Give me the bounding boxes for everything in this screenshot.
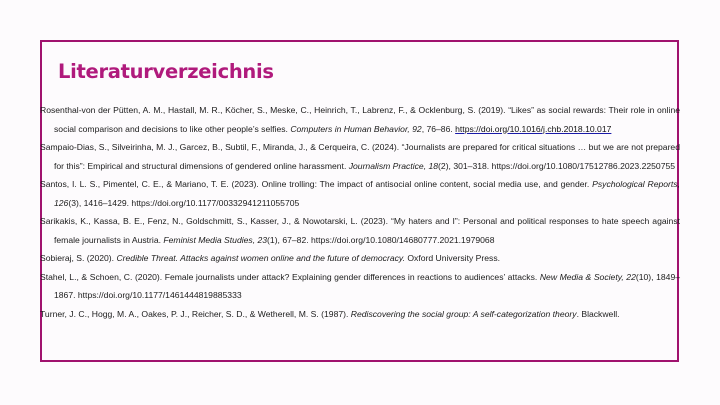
reference-list <box>40 101 680 323</box>
reference-journal: Rediscovering the social group: A self-categorization theory <box>350 308 577 319</box>
reference-text: Turner, J. C., Hogg, M. A., Oakes, P. J., Reicher, S. D., & Wetherell, M. S. (1987). <box>40 308 351 319</box>
reference-text: (10), 1849–1867. https://doi.org/10.1177/1461444819885333 <box>54 271 680 300</box>
reference-item <box>40 212 680 249</box>
reference-item <box>40 138 680 175</box>
reference-journal: Psychological Reports, 126 <box>54 179 680 208</box>
reference-journal: Journalism Practice, 18 <box>348 160 439 171</box>
reference-text: . Blackwell. <box>576 308 620 319</box>
reference-journal: New Media & Society, 22 <box>539 271 636 282</box>
reference-journal: Computers in Human Behavior, 92 <box>290 123 422 134</box>
reference-text: , 76–86. <box>421 123 456 134</box>
reference-text: (2), 301–318. https://doi.org/10.1080/17512786.2023.2250755 <box>438 160 676 171</box>
reference-item <box>40 305 680 324</box>
reference-text: (3), 1416–1429. https://doi.org/10.1177/00332941211055705 <box>68 197 300 208</box>
reference-text: Sarikakis, K., Kassa, B. E., Fenz, N., Goldschmitt, S., Kasser, J., & Nowotarski, L. (2023). “My haters and I”: Personal and political responses to hate speech against female journalists in Austria. <box>40 216 680 245</box>
doi-link[interactable]: https://doi.org/10.1016/j.chb.2018.10.017 <box>455 123 612 134</box>
reference-text: Santos, I. L. S., Pimentel, C. E., & Mariano, T. E. (2023). Online trolling: The impact of antisocial online content, social media use, and gender. <box>40 179 593 189</box>
reference-item <box>40 175 680 212</box>
reference-text: Oxford University Press. <box>404 253 500 263</box>
reference-text: Sampaio-Dias, S., Silveirinha, M. J., Garcez, B., Subtil, F., Miranda, J., & Cerqueira, C. (2024). “Journalists are prepared for critical situations … but we are not prepared for this”: Empirical and structural dimensions of gendered online harassment. <box>40 142 680 171</box>
page-title: Literaturverzeichnis <box>58 60 274 83</box>
reference-item <box>40 249 680 268</box>
reference-journal: Feminist Media Studies, 23 <box>163 234 268 245</box>
reference-text: Sobieraj, S. (2020). <box>40 253 117 263</box>
reference-text: (1), 67–82. https://doi.org/10.1080/14680777.2021.1979068 <box>267 234 495 245</box>
reference-text: Rosenthal-von der Pütten, A. M., Hastall, M. R., Köcher, S., Meske, C., Heinrich, T., Labrenz, F., & Ocklenburg, S. (2019). “Likes” as social rewards: Their role in online social comparison and decisions to like other people’s selfies. <box>40 105 680 134</box>
reference-text: Stahel, L., & Schoen, C. (2020). Female journalists under attack? Explaining gender differences in reactions to audiences’ attacks. <box>40 271 540 282</box>
reference-item <box>40 268 680 305</box>
reference-journal: Credible Threat. Attacks against women online and the future of democracy. <box>116 253 405 263</box>
reference-item <box>40 101 680 138</box>
